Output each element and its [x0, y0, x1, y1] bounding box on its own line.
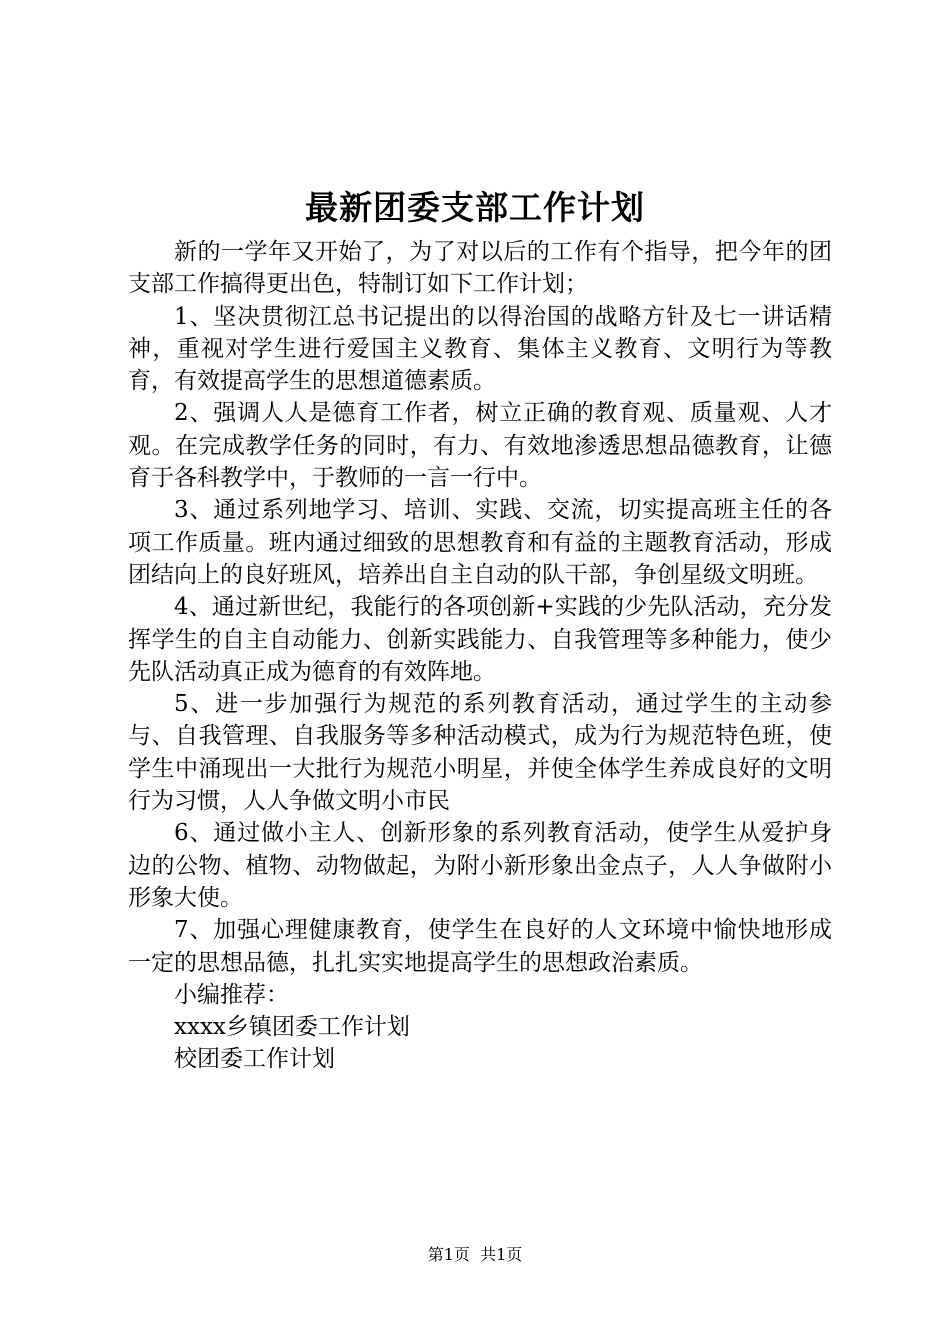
recommend-link-2[interactable]: 校团委工作计划 [174, 1046, 335, 1073]
page-number: 第1页 共1页 [427, 1245, 523, 1264]
recommend-link-1[interactable]: xxxx乡镇团委工作计划 [174, 1014, 410, 1041]
plan-item-5: 5、进一步加强行为规范的系列教育活动，通过学生的主动参与、自我管理、自我服务等多种活动模式，成为行为规范特色班，使学生中涌现出一大批行为规范小明星，并使全体学生养成良好的文明行为习惯，人人争做文明小市民 [128, 691, 832, 815]
plan-item-1: 1、坚决贯彻江总书记提出的以得治国的战略方针及七一讲话精神，重视对学生进行爱国主义教育、集体主义教育、文明行为等教育，有效提高学生的思想道德素质。 [128, 303, 832, 395]
plan-item-7: 7、加强心理健康教育，使学生在良好的人文环境中愉快地形成一定的思想品德，扎扎实实地提高学生的思想政治素质。 [128, 917, 832, 976]
document-title: 最新团委支部工作计划 [305, 188, 645, 227]
intro-paragraph: 新的一学年又开始了，为了对以后的工作有个指导，把今年的团支部工作搞得更出色，特制订如下工作计划； [128, 239, 832, 298]
plan-item-4: 4、通过新世纪，我能行的各项创新+实践的少先队活动，充分发挥学生的自主自动能力、创新实践能力、自我管理等多种能力，使少先队活动真正成为德育的有效阵地。 [128, 594, 832, 685]
plan-item-6: 6、通过做小主人、创新形象的系列教育活动，使学生从爱护身边的公物、植物、动物做起，为附小新形象出金点子，人人争做附小形象大使。 [128, 820, 832, 911]
recommend-label: 小编推荐： [174, 981, 289, 1008]
plan-item-2: 2、强调人人是德育工作者，树立正确的教育观、质量观、人才观。在完成教学任务的同时，有力、有效地渗透思想品德教育，让德育于各科教学中，于教师的一言一行中。 [128, 400, 832, 492]
plan-item-3: 3、通过系列地学习、培训、实践、交流，切实提高班主任的各项工作质量。班内通过细致的思想教育和有益的主题教育活动，形成团结向上的良好班风，培养出自主自动的队干部，争创星级文明班。 [128, 497, 832, 588]
page-footer [0, 1244, 950, 1266]
document-body [128, 236, 832, 1076]
